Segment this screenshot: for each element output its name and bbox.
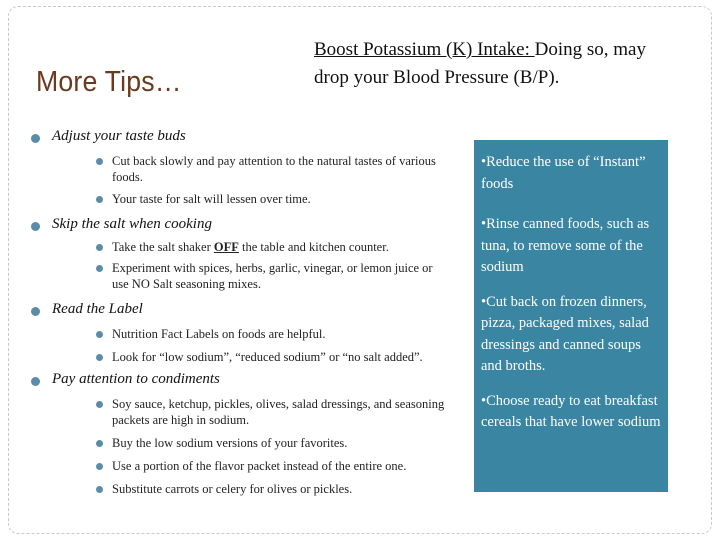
tip-sublist: [96, 326, 450, 365]
panel-item: •Reduce the use of “Instant” foods: [481, 154, 646, 192]
list-item: Your taste for salt will lessen over time.: [96, 191, 450, 207]
list-item: [96, 239, 450, 255]
panel-item: •Cut back on frozen dinners, pizza, packaged mixes, salad dressings and canned soups and broths.: [481, 293, 649, 374]
list-item: Cut back slowly and pay attention to the natural tastes of various foods.: [96, 153, 450, 185]
potassium-headline: [314, 36, 684, 92]
tip-heading: Adjust your taste buds: [52, 128, 186, 144]
list-item: Experiment with spices, herbs, garlic, vinegar, or lemon juice or use NO Salt seasoning mixes.: [96, 260, 450, 292]
tip-skip-salt: [30, 216, 450, 292]
panel-item: •Choose ready to eat breakfast cereals that have lower sodium: [481, 392, 661, 430]
list-item: Soy sauce, ketchup, pickles, olives, salad dressings, and seasoning packets are high in sodium.: [96, 396, 450, 428]
list-item: Substitute carrots or celery for olives or pickles.: [96, 481, 450, 497]
panel-item: •Rinse canned foods, such as tuna, to remove some of the sodium: [481, 216, 650, 275]
tip-heading: Pay attention to condiments: [52, 371, 220, 387]
list-item: Buy the low sodium versions of your favorites.: [96, 435, 450, 451]
tip-condiments: [30, 371, 450, 497]
sodium-tips-panel: [474, 140, 668, 492]
tip-sublist: [96, 239, 450, 292]
slide-title: More Tips…: [36, 66, 182, 98]
tip-heading: Skip the salt when cooking: [52, 216, 212, 232]
tip-sublist: [96, 396, 450, 497]
tip-heading: Read the Label: [52, 301, 143, 317]
tips-list: [30, 128, 450, 502]
list-item: Look for “low sodium”, “reduced sodium” or “no salt added”.: [96, 349, 450, 365]
list-item-text: Take the salt shaker: [112, 240, 214, 254]
list-item-text: the table and kitchen counter.: [238, 240, 389, 254]
tip-sublist: [96, 153, 450, 207]
headline-underlined: Boost Potassium (K) Intake:: [314, 39, 535, 60]
list-item: Nutrition Fact Labels on foods are helpful.: [96, 326, 450, 342]
tip-read-label: [30, 301, 450, 365]
tip-taste-buds: [30, 128, 450, 207]
headline-rest: Doing so, may drop your Blood Pressure (B/P).: [314, 39, 646, 88]
off-emphasis: OFF: [213, 240, 239, 254]
list-item: Use a portion of the flavor packet instead of the entire one.: [96, 458, 450, 474]
